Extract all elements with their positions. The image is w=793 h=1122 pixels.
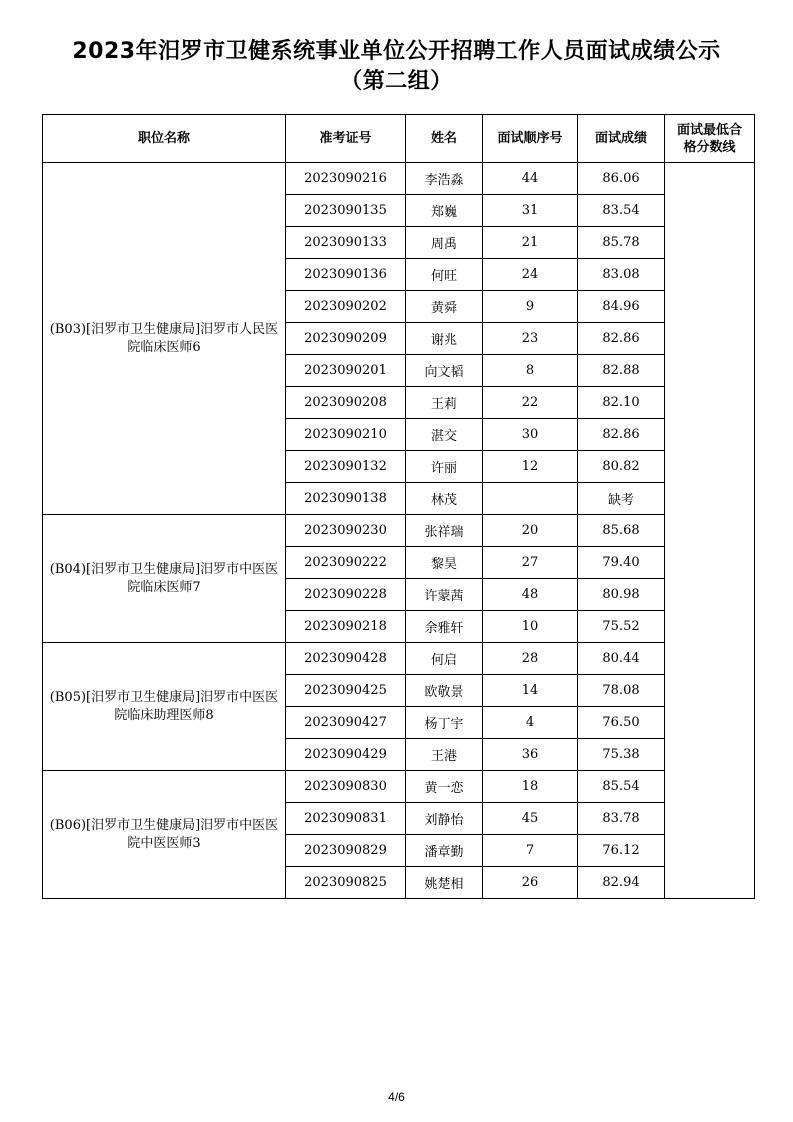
exam-id-cell: 2023090209 [286, 323, 406, 355]
exam-id-cell: 2023090136 [286, 259, 406, 291]
exam-id-cell: 2023090132 [286, 451, 406, 483]
min-score-cell [665, 163, 755, 899]
score-cell: 83.78 [578, 803, 665, 835]
name-cell: 林茂 [406, 483, 483, 515]
name-cell: 姚楚相 [406, 867, 483, 899]
name-cell: 黄舜 [406, 291, 483, 323]
name-cell: 许丽 [406, 451, 483, 483]
exam-id-cell: 2023090218 [286, 611, 406, 643]
score-cell: 82.94 [578, 867, 665, 899]
order-cell: 20 [483, 515, 578, 547]
name-cell: 谢兆 [406, 323, 483, 355]
exam-id-cell: 2023090138 [286, 483, 406, 515]
order-cell: 45 [483, 803, 578, 835]
name-cell: 李浩淼 [406, 163, 483, 195]
score-cell: 85.54 [578, 771, 665, 803]
score-cell: 85.68 [578, 515, 665, 547]
name-cell: 黄一恋 [406, 771, 483, 803]
header-order: 面试顺序号 [483, 115, 578, 163]
position-line1: (B06)[汨罗市卫生健康局]汨罗市中医医 [49, 817, 279, 833]
score-cell: 75.52 [578, 611, 665, 643]
score-cell: 82.88 [578, 355, 665, 387]
table-row [43, 515, 755, 547]
exam-id-cell: 2023090208 [286, 387, 406, 419]
header-min-score [665, 115, 755, 163]
order-cell: 28 [483, 643, 578, 675]
score-cell: 79.40 [578, 547, 665, 579]
header-min-score-line1: 面试最低合 [676, 122, 742, 138]
name-cell: 向文韬 [406, 355, 483, 387]
header-position: 职位名称 [43, 115, 286, 163]
exam-id-cell: 2023090216 [286, 163, 406, 195]
order-cell: 30 [483, 419, 578, 451]
exam-id-cell: 2023090222 [286, 547, 406, 579]
score-cell: 80.82 [578, 451, 665, 483]
order-cell: 14 [483, 675, 578, 707]
order-cell: 26 [483, 867, 578, 899]
table-row [43, 643, 755, 675]
order-cell: 44 [483, 163, 578, 195]
score-cell: 78.08 [578, 675, 665, 707]
name-cell: 欧敬景 [406, 675, 483, 707]
score-cell: 76.50 [578, 707, 665, 739]
position-line1: (B04)[汨罗市卫生健康局]汨罗市中医医 [49, 561, 279, 577]
name-cell: 杨丁宇 [406, 707, 483, 739]
exam-id-cell: 2023090133 [286, 227, 406, 259]
order-cell: 8 [483, 355, 578, 387]
exam-id-cell: 2023090830 [286, 771, 406, 803]
order-cell: 9 [483, 291, 578, 323]
header-score: 面试成绩 [578, 115, 665, 163]
order-cell: 21 [483, 227, 578, 259]
score-cell: 85.78 [578, 227, 665, 259]
score-cell: 82.86 [578, 419, 665, 451]
name-cell: 周禹 [406, 227, 483, 259]
exam-id-cell: 2023090210 [286, 419, 406, 451]
exam-id-cell: 2023090829 [286, 835, 406, 867]
name-cell: 郑巍 [406, 195, 483, 227]
name-cell: 刘静怡 [406, 803, 483, 835]
table-row [43, 163, 755, 195]
exam-id-cell: 2023090228 [286, 579, 406, 611]
exam-id-cell: 2023090831 [286, 803, 406, 835]
results-table [42, 114, 755, 899]
name-cell: 王莉 [406, 387, 483, 419]
exam-id-cell: 2023090202 [286, 291, 406, 323]
exam-id-cell: 2023090230 [286, 515, 406, 547]
score-cell: 84.96 [578, 291, 665, 323]
position-line1: (B03)[汨罗市卫生健康局]汨罗市人民医 [49, 321, 279, 337]
order-cell: 27 [483, 547, 578, 579]
order-cell: 7 [483, 835, 578, 867]
order-cell: 24 [483, 259, 578, 291]
position-cell [43, 163, 286, 515]
order-cell: 23 [483, 323, 578, 355]
exam-id-cell: 2023090427 [286, 707, 406, 739]
score-cell: 82.10 [578, 387, 665, 419]
order-cell: 18 [483, 771, 578, 803]
position-cell [43, 643, 286, 771]
position-cell [43, 515, 286, 643]
order-cell [483, 483, 578, 515]
score-cell: 76.12 [578, 835, 665, 867]
score-cell: 82.86 [578, 323, 665, 355]
exam-id-cell: 2023090428 [286, 643, 406, 675]
score-cell: 75.38 [578, 739, 665, 771]
header-row [43, 115, 755, 163]
score-cell: 80.98 [578, 579, 665, 611]
score-cell: 80.44 [578, 643, 665, 675]
score-cell: 86.06 [578, 163, 665, 195]
order-cell: 31 [483, 195, 578, 227]
order-cell: 4 [483, 707, 578, 739]
position-cell [43, 771, 286, 899]
header-min-score-line2: 格分数线 [683, 139, 736, 155]
order-cell: 48 [483, 579, 578, 611]
exam-id-cell: 2023090201 [286, 355, 406, 387]
exam-id-cell: 2023090429 [286, 739, 406, 771]
page-number: 4/6 [388, 1090, 405, 1104]
position-line2: 院中医医师3 [127, 835, 201, 851]
score-cell: 缺考 [578, 483, 665, 515]
table-row [43, 771, 755, 803]
name-cell: 余雅轩 [406, 611, 483, 643]
score-cell: 83.54 [578, 195, 665, 227]
order-cell: 22 [483, 387, 578, 419]
name-cell: 何旺 [406, 259, 483, 291]
order-cell: 36 [483, 739, 578, 771]
name-cell: 张祥瑞 [406, 515, 483, 547]
name-cell: 黎昊 [406, 547, 483, 579]
exam-id-cell: 2023090135 [286, 195, 406, 227]
position-line2: 院临床医师6 [127, 339, 201, 355]
name-cell: 潘章勤 [406, 835, 483, 867]
position-line2: 院临床助理医师8 [114, 707, 214, 723]
score-cell: 83.08 [578, 259, 665, 291]
header-exam-id: 准考证号 [286, 115, 406, 163]
name-cell: 王港 [406, 739, 483, 771]
header-name: 姓名 [406, 115, 483, 163]
order-cell: 12 [483, 451, 578, 483]
name-cell: 何启 [406, 643, 483, 675]
position-line2: 院临床医师7 [127, 579, 201, 595]
order-cell: 10 [483, 611, 578, 643]
name-cell: 湛交 [406, 419, 483, 451]
exam-id-cell: 2023090825 [286, 867, 406, 899]
position-line1: (B05)[汨罗市卫生健康局]汨罗市中医医 [49, 689, 279, 705]
page-title: 2023年汨罗市卫健系统事业单位公开招聘工作人员面试成绩公示 [72, 39, 721, 64]
page-subtitle: （第二组） [340, 69, 453, 94]
name-cell: 许蒙茜 [406, 579, 483, 611]
exam-id-cell: 2023090425 [286, 675, 406, 707]
